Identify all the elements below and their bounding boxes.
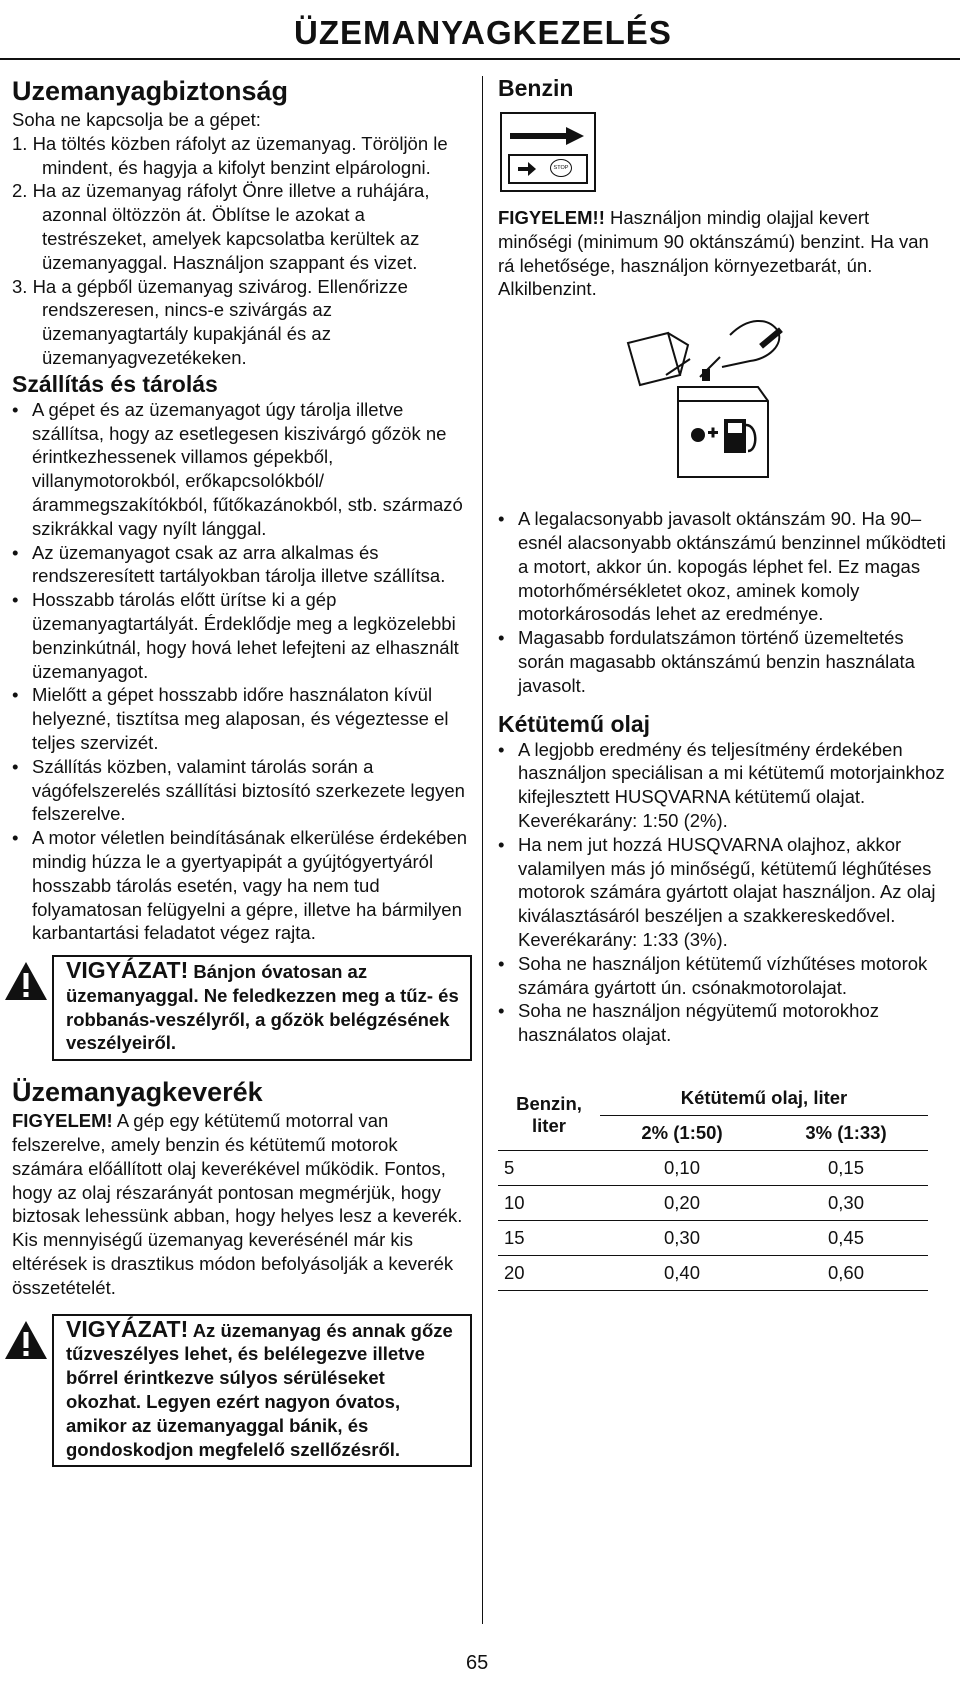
petrol-item: • Magasabb fordulatszámon történő üzemeltetés során magasabb oktánszámú benzin használata javasolt. [498,626,948,697]
column-divider [482,76,483,1624]
arrow-icon [510,126,586,146]
warning-box [52,955,472,1061]
petrol-list [498,507,948,697]
table-header-oil: Kétütemű olaj, liter [600,1081,928,1116]
safety-item: 1. Ha töltés közben ráfolyt az üzemanyag. Töröljön le mindent, és hagyja a kifolyt benzint elpárologni. [12,132,448,178]
transport-item: • Hosszabb tárolás előtt ürítse ki a gép üzemanyagtartályát. Érdeklődje meg a legközelebbi benzinkútnál, hogy hová lehet lefejteni az elhasznált üzemanyagot. [12,588,472,683]
table-row [498,1185,928,1220]
oil-item: • Soha ne használjon négyütemű motorokhoz használatos olajat. [498,999,948,1047]
page-title: ÜZEMANYAGKEZELÉS [294,14,672,51]
table-header-3pct: 3% (1:33) [764,1115,928,1150]
petrol-item: • A legalacsonyabb javasolt oktánszám 90. Ha 90–esnél alacsonyabb oktánszámú benzinnel működteti a motort, akkor ún. kopogás léphet fel. Ez magas motorhőmérsékletet okoz, aminek komoly motorkárosodás lehet az eredménye. [498,507,948,626]
right-column [498,74,948,1291]
transport-list [12,398,472,945]
fuel-can-illustration [618,315,798,485]
table-cell: 0,15 [764,1150,928,1185]
oil-list [498,738,948,1047]
title-rule [0,58,960,60]
safety-item: 2. Ha az üzemanyag ráfolyt Önre illetve a ruhájára, azonnal öltözzön át. Öblítse le azokat a testrészeket, amelyek kapcsolatba kerültek az üzemanyaggal. Használjon szappant és vizet. [12,180,430,273]
table-cell: 15 [498,1220,600,1255]
warning-text: Bánjon óvatosan az üzemanyaggal. Ne feledkezzen meg a tűz- és robbanás-veszélyről, a gőzök belégzésének veszélyeiről. [66,961,459,1054]
safety-heading: Uzemanyagbiztonság [12,76,289,106]
mix-paragraph [12,1109,472,1299]
table-cell: 0,20 [600,1185,764,1220]
table-cell: 5 [498,1150,600,1185]
oil-item: • A legjobb eredmény és teljesítmény érdekében használjon speciálisan a mi kétütemű motorjainkhoz kifejlesztett HUSQVARNA kétütemű olajat. Keverékarány: 1:50 (2%). [498,738,948,833]
table-row [498,1220,928,1255]
left-column [12,74,472,1481]
mix-text: A gép egy kétütemű motorral van felszerelve, amely benzin és kétütemű motorok számára előállított olaj keverékével működik. Fontos, hogy az olaj részarányát pontosan megmérjük, hogy biztosak lehessünk abban, hogy helyes lesz a keverék. Kis mennyiségű üzemanyag keverésénél már kis eltérések is drasztikus módon befolyásolják a keverék összetételét. [12,1110,463,1298]
oil-heading: Kétütemű olaj [498,710,651,737]
transport-item: • Az üzemanyagot csak az arra alkalmas és rendszeresített tartályokban tárolja illetve szállítsa. [12,541,472,589]
warning-keyword: VIGYÁZAT! [66,1315,189,1342]
warning-keyword: VIGYÁZAT! [66,957,189,984]
safety-list [12,132,472,370]
table-cell: 0,30 [600,1220,764,1255]
table-cell: 0,30 [764,1185,928,1220]
mix-heading: Üzemanyagkeverék [12,1077,263,1108]
table-cell: 0,45 [764,1220,928,1255]
warning-box [52,1314,472,1468]
transport-heading: Szállítás és tárolás [12,370,218,397]
table-header-petrol: Benzin, liter [498,1081,600,1151]
table-cell: 0,40 [600,1255,764,1290]
page-number: 65 [466,1652,489,1674]
table-cell: 0,10 [600,1150,764,1185]
fuel-sign-icon [500,112,596,192]
table-header-2pct: 2% (1:50) [600,1115,764,1150]
safety-item: 3. Ha a gépből üzemanyag szivárog. Ellenőrizze rendszeresen, nincs-e szivárgás az üzemanyagtartály kupakjánál és az üzemanyagvezetékeken. [12,275,408,368]
warning-triangle-icon [4,1320,48,1360]
mix-table [498,1081,928,1291]
transport-item: • Mielőtt a gépet hosszabb időre használaton kívül helyezné, tisztítsa meg alaposan, és végeztesse el teljes szervizét. [12,683,472,754]
table-cell: 10 [498,1185,600,1220]
transport-item: • A motor véletlen beindításának elkerülése érdekében mindig húzza le a gyertyapipát a gyújtógyertyáról hosszabb tárolás esetén, vagy ha nem tud folyamatosan felügyelni a gépre, illetve ha bármilyen karbantartási feladatot végez rajta. [12,826,472,945]
transport-item: • Szállítás közben, valamint tárolás során a vágófelszerelés szállítási biztosító szerkezete legyen felszerelve. [12,755,472,826]
mix-table-wrapper [498,1081,948,1291]
mix-label: FIGYELEM! [12,1110,113,1132]
petrol-text: Használjon mindig olajjal kevert minőségi (minimum 90 oktánszámú) benzint. Ha van rá lehetősége, használjon környezetbarát, ún. Alkilbenzint. [498,207,929,300]
table-row [498,1150,928,1185]
petrol-label: FIGYELEM!! [498,207,605,228]
stop-icon: STOP [550,159,572,177]
petrol-heading: Benzin [498,75,574,101]
warning-triangle-icon [4,961,48,1001]
safety-intro: Soha ne kapcsolja be a gépet: [12,109,261,130]
right-arrow-icon [518,162,536,176]
table-cell: 0,60 [764,1255,928,1290]
fuel-sign-inner [508,154,588,184]
warning-text: Az üzemanyag és annak gőze tűzveszélyes lehet, és belélegezve illetve bőrrel érintkezve súlyos sérüléseket okozhat. Legyen ezért nagyon óvatos, amikor az üzemanyaggal bánik, és gondoskodjon megfelelő szellőzésről. [66,1319,453,1460]
table-row [498,1255,928,1290]
table-cell: 20 [498,1255,600,1290]
oil-item: • Soha ne használjon kétütemű vízhűtéses motorok számára gyártott ún. csónakmotorolajat. [498,952,948,1000]
oil-item: • Ha nem jut hozzá HUSQVARNA olajhoz, akkor valamilyen más jó minőségű, kétütemű léghűtéses motorok számára gyártott olajat használjon. Az olaj kiválasztásáról beszéljen a szakkereskedővel. Keverékarány: 1:33 (3%). [498,833,948,952]
transport-item: • A gépet és az üzemanyagot úgy tárolja illetve szállítsa, hogy az esetlegesen kiszivárgó gőzök ne érintkezhessenek villamos gépekből, villanymotorokból, erőkapcsolókból/árammegszakítókból, fűtőkazánokból, stb. származó szikrákkal vagy nyílt lánggal. [12,398,472,541]
petrol-paragraph [498,206,948,301]
